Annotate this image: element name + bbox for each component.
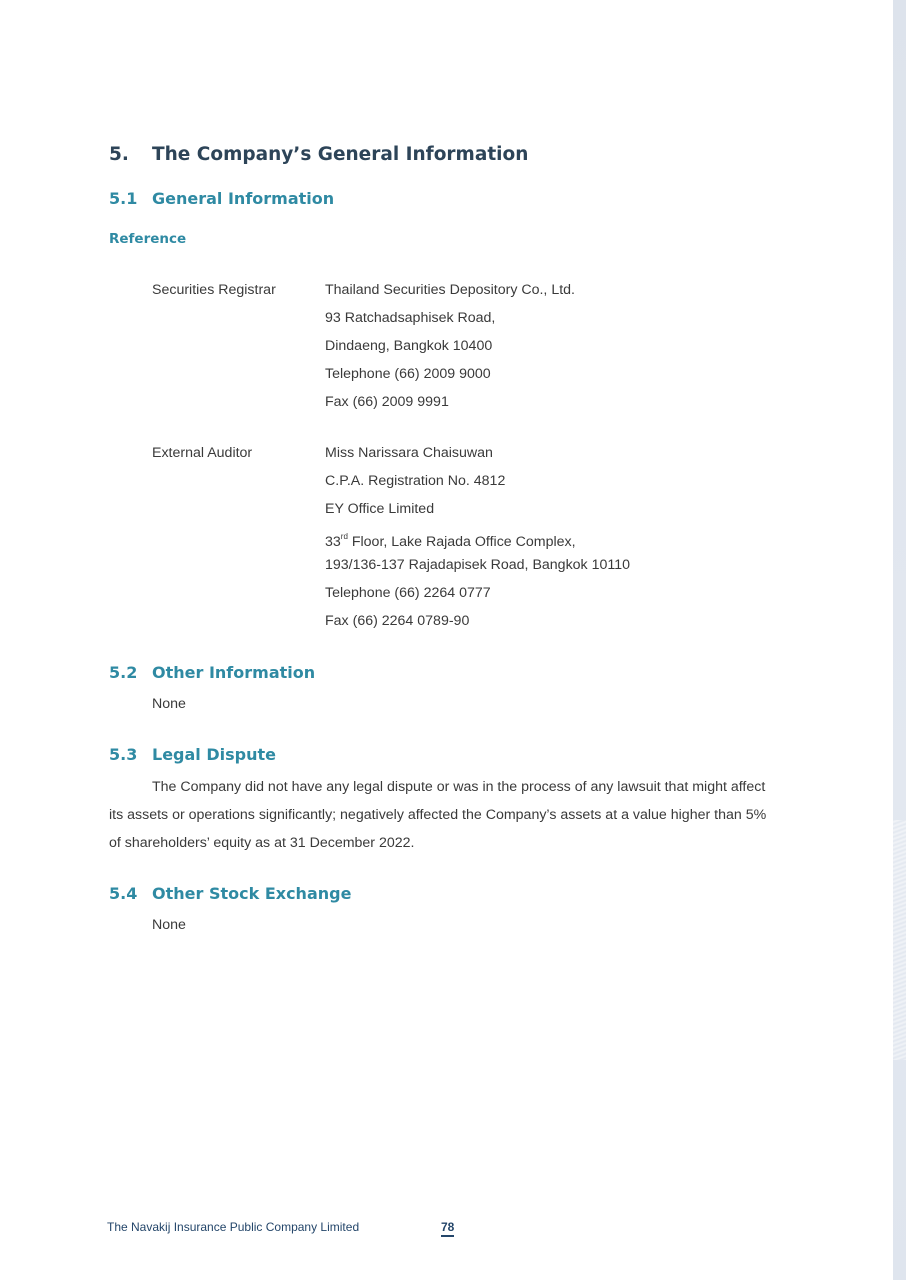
auditor-registration: C.P.A. Registration No. 4812 — [325, 473, 506, 489]
registrar-address-line-2: Dindaeng, Bangkok 10400 — [325, 338, 493, 354]
subsection-5-1-number: 5.1 — [109, 189, 138, 208]
registrar-telephone: Telephone (66) 2009 9000 — [325, 366, 491, 382]
registrar-details — [325, 276, 575, 416]
footer-company-name: The Navakij Insurance Public Company Limited — [107, 1220, 360, 1234]
legal-dispute-line-1: The Company did not have any legal dispute or was in the process of any lawsuit that might affect — [152, 779, 766, 795]
registrar-label: Securities Registrar — [152, 282, 276, 298]
subsection-5-4-number: 5.4 — [109, 884, 138, 903]
other-information-body: None — [152, 696, 186, 712]
section-number: 5. — [109, 144, 129, 165]
auditor-floor-line — [325, 523, 630, 551]
auditor-floor-number: 33 — [325, 534, 341, 550]
registrar-address-line-1: 93 Ratchadsaphisek Road, — [325, 310, 496, 326]
registrar-fax: Fax (66) 2009 9991 — [325, 394, 449, 410]
auditor-floor-suffix: rd — [340, 532, 348, 541]
subsection-5-3-number: 5.3 — [109, 745, 138, 764]
legal-dispute-line-3: of shareholders’ equity as at 31 December 2022. — [109, 835, 415, 851]
auditor-fax: Fax (66) 2264 0789-90 — [325, 613, 470, 629]
registrar-company: Thailand Securities Depository Co., Ltd. — [325, 282, 575, 298]
subsection-5-3-title: Legal Dispute — [152, 745, 276, 764]
auditor-floor-rest: Floor, Lake Rajada Office Complex, — [347, 534, 576, 550]
reference-label: Reference — [109, 231, 187, 247]
subsection-5-2-title: Other Information — [152, 663, 316, 682]
section-title: The Company’s General Information — [152, 144, 529, 165]
subsection-5-2-number: 5.2 — [109, 663, 138, 682]
auditor-firm: EY Office Limited — [325, 501, 435, 517]
other-stock-exchange-body: None — [152, 917, 186, 933]
auditor-label: External Auditor — [152, 445, 253, 461]
side-decor-band — [893, 0, 906, 1280]
auditor-telephone: Telephone (66) 2264 0777 — [325, 585, 491, 601]
auditor-details — [325, 439, 630, 635]
auditor-name: Miss Narissara Chaisuwan — [325, 445, 493, 461]
page-number: 78 — [441, 1220, 454, 1237]
subsection-5-1-title: General Information — [152, 189, 335, 208]
legal-dispute-line-2: its assets or operations significantly; negatively affected the Company’s assets at a value higher than 5% — [109, 807, 767, 823]
auditor-address: 193/136-137 Rajadapisek Road, Bangkok 10110 — [325, 557, 630, 573]
side-decor-streak — [893, 820, 906, 1060]
subsection-5-4-title: Other Stock Exchange — [152, 884, 352, 903]
